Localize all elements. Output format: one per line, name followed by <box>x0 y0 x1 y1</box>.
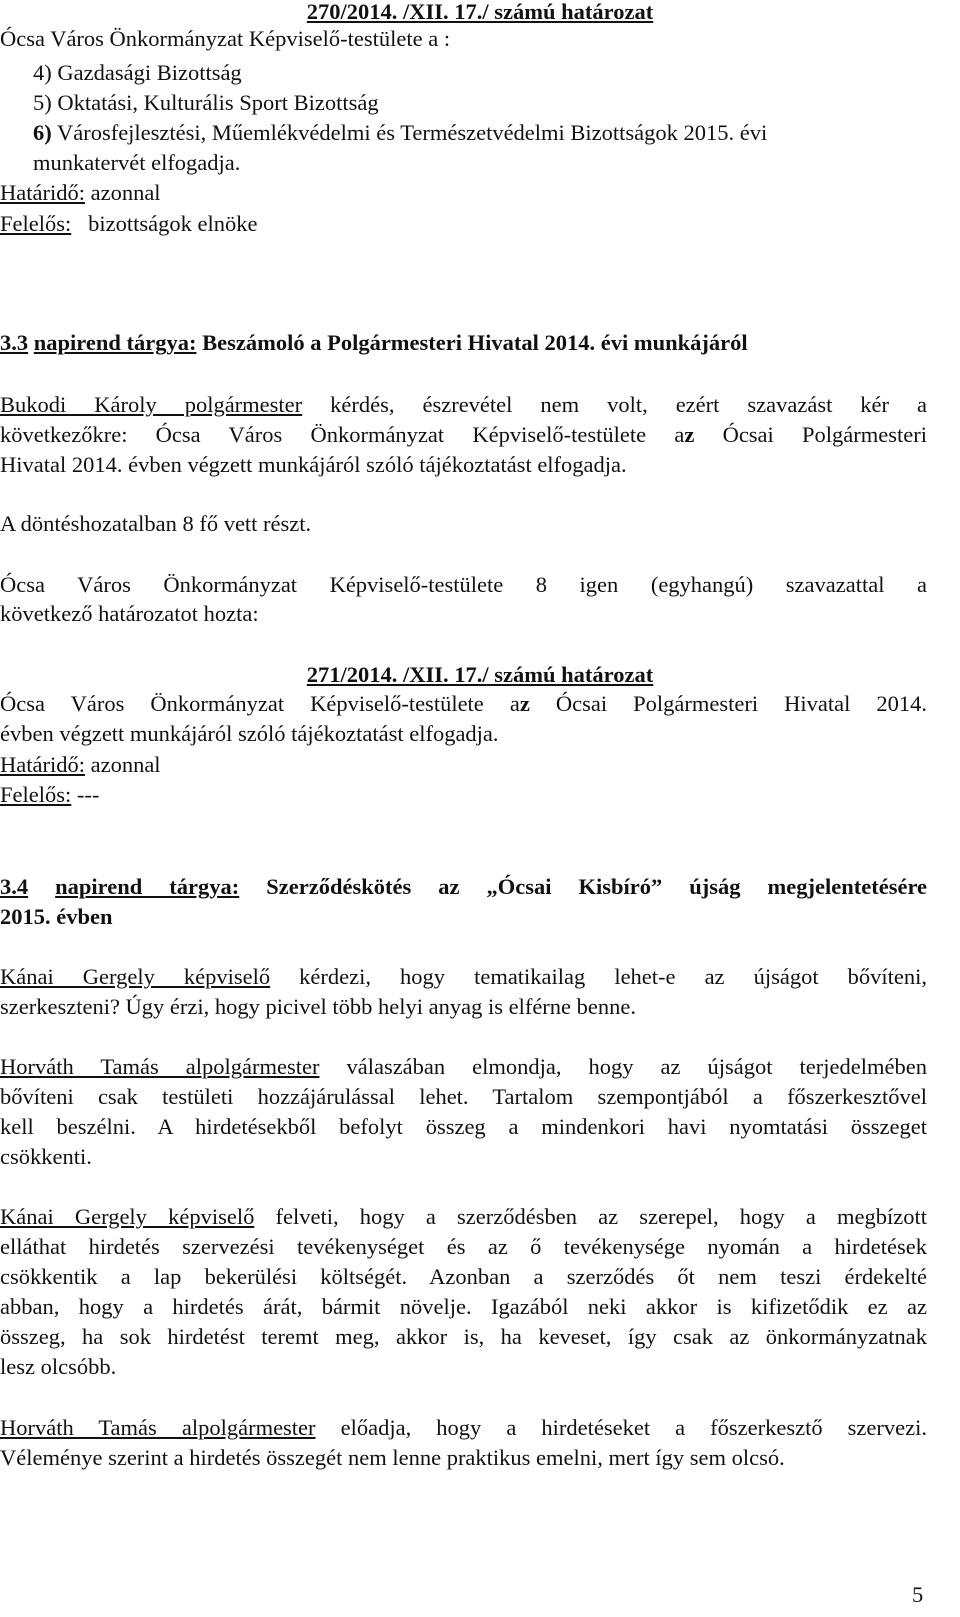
committee-item-4: 4) Gazdasági Bizottság <box>33 60 242 85</box>
paragraph-kanai-1-l2: szerkeszteni? Úgy érzi, hogy picivel több helyi anyag is elférne benne. <box>0 994 637 1019</box>
committee-item-6-cont: munkatervét elfogadja. <box>33 150 241 175</box>
paragraph-kanai-1-l1: Kánai Gergely képviselő kérdezi, hogy tematikailag lehet-e az újságot bővíteni, <box>0 964 927 989</box>
committee-item-6: 6) Városfejlesztési, Műemlékvédelmi és Természetvédelmi Bizottságok 2015. évi <box>33 120 768 145</box>
paragraph-kanai-2-l6: lesz olcsóbb. <box>0 1354 117 1379</box>
resolution-271-l2: évben végzett munkájáról szóló tájékoztatást elfogadja. <box>0 721 499 746</box>
speaker-name: Horváth Tamás alpolgármester <box>0 1054 320 1079</box>
agenda-heading-3-4-cont: 2015. évben <box>0 904 113 929</box>
deadline-line-2: Határidő: azonnal <box>0 752 161 777</box>
paragraph-kanai-2-l1: Kánai Gergely képviselő felveti, hogy a szerződésben az szerepel, hogy a megbízott <box>0 1204 927 1229</box>
page-number: 5 <box>912 1582 924 1607</box>
paragraph-horvath-1-l3: kell beszélni. A hirdetésekből befolyt összeg a mindenkori havi nyomtatási összeget <box>0 1114 927 1139</box>
speaker-name: Bukodi Károly polgármester <box>0 392 303 417</box>
responsible-line: Felelős: bizottságok elnöke <box>0 211 258 236</box>
paragraph-kanai-2-l4: abban, hogy a hirdetés árát, bármit növelje. Igazából neki akkor is kifizetődik ez az <box>0 1294 927 1319</box>
paragraph-kanai-2-l3: csökkentik a lap bekerülési költségét. Azonban a szerződés őt nem teszi érdekelté <box>0 1264 927 1289</box>
resolution-intro: Ócsa Város Önkormányzat Képviselő-testülete a : <box>0 26 451 51</box>
committee-item-5: 5) Oktatási, Kulturális Sport Bizottság <box>33 90 379 115</box>
deadline-line: Határidő: azonnal <box>0 180 161 205</box>
responsible-line-2: Felelős: --- <box>0 782 100 807</box>
agenda-heading-3-3: 3.3 napirend tárgya: Beszámoló a Polgármesteri Hivatal 2014. évi munkájáról <box>0 330 748 355</box>
paragraph-horvath-2-l1: Horváth Tamás alpolgármester előadja, hogy a hirdetéseket a főszerkesztő szervezi. <box>0 1415 927 1440</box>
paragraph-kanai-2-l5: összeg, ha sok hirdetést teremt meg, akkor is, ha keveset, így csak az önkormányzatnak <box>0 1324 927 1349</box>
paragraph-horvath-2-l2: Véleménye szerint a hirdetés összegét nem lenne praktikus emelni, mert így sem olcsó. <box>0 1445 785 1470</box>
paragraph-bukodi-l1: Bukodi Károly polgármester kérdés, észrevétel nem volt, ezért szavazást kér a <box>0 392 927 417</box>
speaker-name: Kánai Gergely képviselő <box>0 964 271 989</box>
paragraph-bukodi-l2: következőkre: Ócsa Város Önkormányzat Képviselő-testülete az Ócsai Polgármesteri <box>0 422 927 447</box>
speaker-name: Kánai Gergely képviselő <box>0 1204 255 1229</box>
paragraph-bukodi-l3: Hivatal 2014. évben végzett munkájáról szóló tájékoztatást elfogadja. <box>0 452 627 477</box>
resolution-title-270: 270/2014. /XII. 17./ számú határozat <box>306 0 654 24</box>
paragraph-kanai-2-l2: elláthat hirdetés szervezési tevékenységet és az ő tevékenysége nyomán a hirdetések <box>0 1234 927 1259</box>
speaker-name: Horváth Tamás alpolgármester <box>0 1415 316 1440</box>
paragraph-horvath-1-l4: csökkenti. <box>0 1144 92 1169</box>
agenda-heading-3-4: 3.4 napirend tárgya: Szerződéskötés az „Ócsai Kisbíró” újság megjelentetésére <box>0 874 927 899</box>
resolution-title-271: 271/2014. /XII. 17./ számú határozat <box>306 662 654 687</box>
attendance-line: A döntéshozatalban 8 fő vett részt. <box>0 511 312 536</box>
paragraph-horvath-1-l1: Horváth Tamás alpolgármester válaszában elmondja, hogy az újságot terjedelmében <box>0 1054 927 1079</box>
vote-line-2: következő határozatot hozta: <box>0 601 259 626</box>
vote-line-1: Ócsa Város Önkormányzat Képviselő-testülete 8 igen (egyhangú) szavazattal a <box>0 572 927 597</box>
resolution-271-l1: Ócsa Város Önkormányzat Képviselő-testülete az Ócsai Polgármesteri Hivatal 2014. <box>0 691 927 716</box>
paragraph-horvath-1-l2: bővíteni csak testületi hozzájárulással lehet. Tartalom szempontjából a főszerkesztővel <box>0 1084 927 1109</box>
